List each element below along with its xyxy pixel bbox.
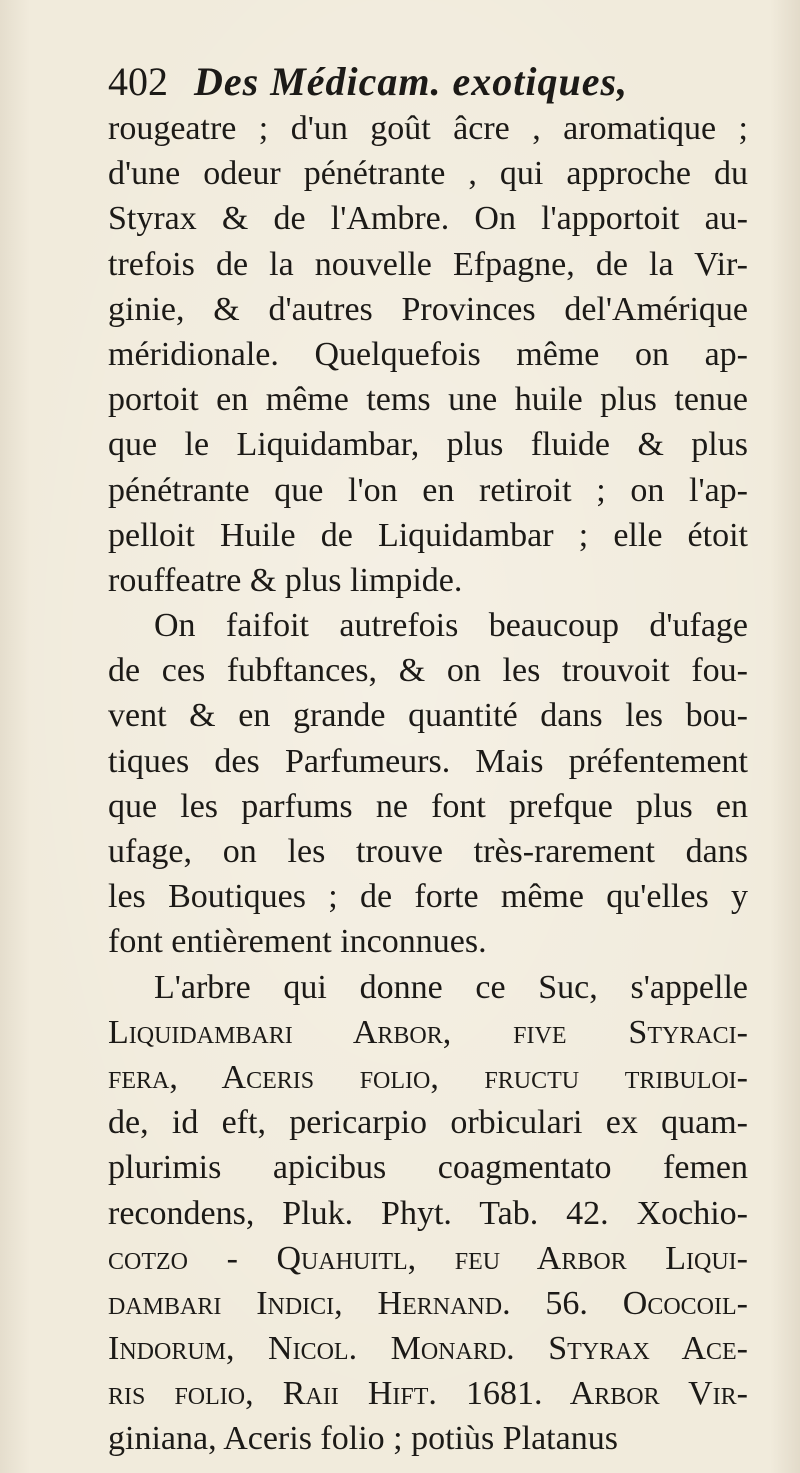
- running-title: Des Médicam. exotiques,: [194, 59, 629, 104]
- text-line: trefois de la nouvelle Efpagne, de la Vir-: [108, 245, 748, 283]
- text-line: dambari Indici, Hernand. 56. Ococoil-: [108, 1284, 748, 1322]
- page-header: [108, 60, 748, 104]
- text-line: On faifoit autrefois beaucoup d'ufage: [154, 607, 748, 645]
- text-line: Indorum, Nicol. Monard. Styrax Ace-: [108, 1330, 748, 1368]
- page-number: 402: [108, 59, 168, 104]
- text-line: vent & en grande quantité dans les bou-: [108, 697, 748, 735]
- text-line: de, id eft, pericarpio orbiculari ex quam-: [108, 1104, 748, 1142]
- text-line: plurimis apicibus coagmentato femen: [108, 1149, 748, 1187]
- text-line: tiques des Parfumeurs. Mais préfentement: [108, 742, 748, 780]
- text-line: d'une odeur pénétrante , qui approche du: [108, 155, 748, 193]
- body-text: [108, 106, 748, 1462]
- text-line: fera, Aceris folio, fructu tribuloi-: [108, 1058, 748, 1096]
- text-line: méridionale. Quelquefois même on ap-: [108, 335, 748, 373]
- text-line: que le Liquidambar, plus fluide & plus: [108, 426, 748, 464]
- text-line: pelloit Huile de Liquidambar ; elle étoit: [108, 516, 748, 554]
- text-line: Liquidambari Arbor, five Styraci-: [108, 1013, 748, 1051]
- text-line: giniana, Aceris folio ; potiùs Platanus: [108, 1420, 618, 1458]
- text-line: rougeatre ; d'un goût âcre , aromatique ;: [108, 110, 748, 147]
- text-line: portoit en même tems une huile plus tenue: [108, 381, 748, 419]
- text-line: ginie, & d'autres Provinces del'Amérique: [108, 290, 748, 328]
- text-line: rouffeatre & plus limpide.: [108, 561, 463, 599]
- text-line: recondens, Pluk. Phyt. Tab. 42. Xochio-: [108, 1194, 748, 1232]
- text-line: ufage, on les trouve très-rarement dans: [108, 833, 748, 870]
- text-line: que les parfums ne font prefque plus en: [108, 787, 748, 825]
- text-line: ris folio, Raii Hift. 1681. Arbor Vir-: [108, 1375, 748, 1413]
- text-line: de ces fubftances, & on les trouvoit fou-: [108, 652, 748, 690]
- text-line: pénétrante que l'on en retiroit ; on l'ap-: [108, 471, 748, 509]
- text-line: les Boutiques ; de forte même qu'elles y: [108, 878, 748, 916]
- text-line: cotzo - Quahuitl, feu Arbor Liqui-: [108, 1239, 748, 1277]
- text-line: Styrax & de l'Ambre. On l'apportoit au-: [108, 200, 748, 238]
- text-line: L'arbre qui donne ce Suc, s'appelle: [154, 968, 748, 1006]
- text-line: font entièrement inconnues.: [108, 923, 487, 961]
